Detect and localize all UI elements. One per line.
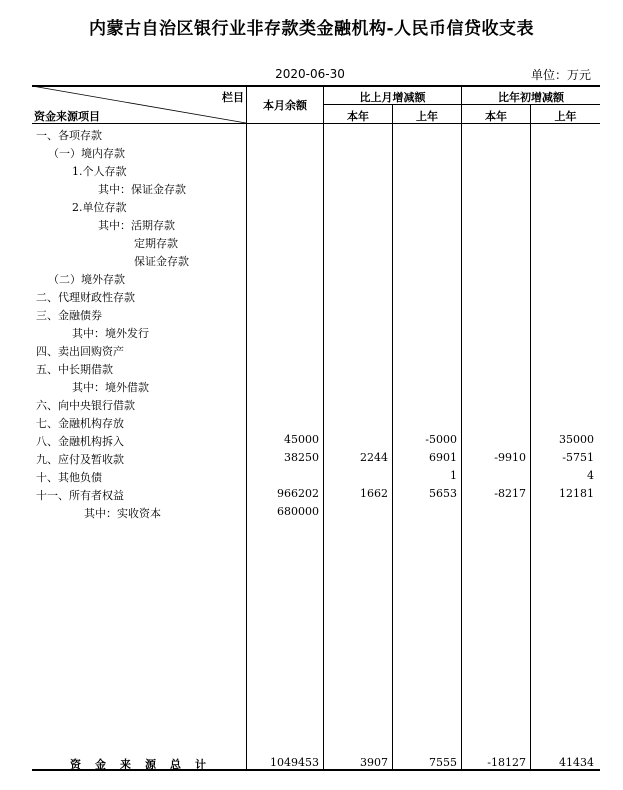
- cell-month-prev: 5653: [429, 487, 457, 500]
- cell-balance: 45000: [284, 433, 319, 446]
- row-label: （一）境内存款: [48, 147, 125, 160]
- row-label: 十、其他负债: [36, 471, 102, 484]
- header-month-last-year: 上年: [416, 110, 438, 123]
- total-month-cur: 3907: [360, 756, 388, 769]
- row-label: 其中：境外借款: [72, 381, 149, 394]
- cell-year-prev: 12181: [559, 487, 594, 500]
- row-label: 六、向中央银行借款: [36, 399, 135, 412]
- row-label: 十一、所有者权益: [36, 489, 124, 502]
- cell-year-cur: -9910: [494, 451, 526, 464]
- row-label: 其中：实收资本: [84, 507, 161, 520]
- header-year-this-year: 本年: [485, 110, 507, 123]
- cell-month-cur: 1662: [360, 487, 388, 500]
- header-group-year: 比年初增减额: [498, 91, 564, 104]
- header-year-last-year: 上年: [554, 110, 577, 123]
- col-divider-month-prev: [461, 86, 462, 770]
- cell-year-prev: 4: [587, 469, 594, 482]
- row-label: 定期存款: [134, 237, 178, 250]
- row-label: 一、各项存款: [36, 129, 102, 142]
- row-label: 八、金融机构拆入: [36, 435, 124, 448]
- report-date: 2020-06-30: [275, 67, 345, 81]
- col-divider-balance: [323, 86, 324, 770]
- cell-balance: 966202: [277, 487, 319, 500]
- header-lanmu: 栏目: [222, 91, 244, 104]
- row-label: 七、金融机构存放: [36, 417, 124, 430]
- row-label: 九、应付及暂收款: [36, 453, 124, 466]
- row-label: 保证金存款: [134, 255, 189, 268]
- header-month-this-year: 本年: [347, 110, 369, 123]
- report-title: 内蒙古自治区银行业非存款类金融机构-人民币信贷收支表: [88, 19, 535, 39]
- row-label: 其中：活期存款: [98, 219, 175, 232]
- total-year-cur: -18127: [487, 756, 526, 769]
- cell-balance: 680000: [277, 505, 319, 518]
- row-label: 其中：境外发行: [72, 327, 149, 340]
- cell-month-prev: 6901: [429, 451, 457, 464]
- row-label: 四、卖出回购资产: [36, 345, 124, 358]
- row-label: （二）境外存款: [48, 273, 125, 286]
- row-label: 其中：保证金存款: [98, 183, 186, 196]
- header-item-col: 资金来源项目: [34, 110, 100, 123]
- unit-label: 单位：万元: [530, 68, 591, 82]
- cell-year-prev: -5751: [562, 451, 594, 464]
- total-balance: 1049453: [270, 756, 319, 769]
- total-label: 资金来源总计: [70, 758, 220, 771]
- row-label: 五、中长期借款: [36, 363, 113, 376]
- cell-month-prev: 1: [450, 469, 457, 482]
- col-divider-item: [246, 86, 247, 770]
- cell-year-cur: -8217: [494, 487, 526, 500]
- row-label: 三、金融债券: [36, 309, 102, 322]
- cell-month-cur: 2244: [360, 451, 388, 464]
- row-label: 二、代理财政性存款: [36, 291, 135, 304]
- cell-year-prev: 35000: [559, 433, 594, 446]
- header-group-month: 比上月增减额: [359, 91, 426, 104]
- cell-month-prev: -5000: [425, 433, 457, 446]
- total-year-prev: 41434: [559, 756, 594, 769]
- cell-balance: 38250: [284, 451, 319, 464]
- row-label: 1.个人存款: [72, 165, 127, 178]
- row-label: 2.单位存款: [72, 201, 127, 214]
- header-balance-col: 本月余额: [263, 99, 307, 112]
- total-month-prev: 7555: [429, 756, 457, 769]
